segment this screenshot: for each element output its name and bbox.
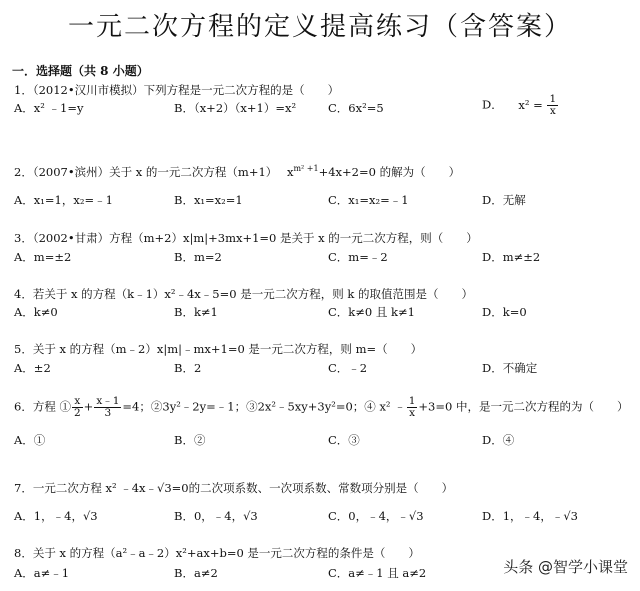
q6-option-c: C．③ (328, 433, 360, 447)
q8-option-a: A．a≠﹣1 (14, 566, 70, 580)
q3-option-d: D．m≠±2 (482, 250, 541, 264)
fraction-denominator: 3 (104, 407, 112, 419)
q5-option-c: C．﹣2 (328, 361, 368, 375)
q2-stem-exponent: m² +1 (293, 164, 319, 174)
q5-option-b: B．2 (174, 361, 202, 375)
q3-option-a: A．m=±2 (14, 250, 72, 264)
question-2-options (14, 192, 640, 210)
q4-option-d: D．k=0 (482, 305, 527, 319)
q2-option-d: D．无解 (482, 193, 526, 207)
question-1-options (14, 93, 640, 118)
section-heading: 一．选择题（共 8 小题） (12, 64, 149, 78)
fraction-denominator: x (549, 105, 556, 117)
q6-fraction-3 (407, 396, 418, 419)
q6-fraction-2 (94, 396, 121, 419)
q6-option-a: A．① (14, 433, 46, 447)
q4-option-b: B．k≠1 (174, 305, 218, 319)
question-1-stem: 1．（2012•汉川市模拟）下列方程是一元二次方程的是（ ） (14, 83, 340, 97)
question-4-options (14, 304, 640, 322)
fraction-numerator: 1 (408, 395, 416, 407)
question-4-stem: 4．若关于 x 的方程（k﹣1）x²﹣4x﹣5=0 是一元二次方程，则 k 的取值范围是（ ） (14, 287, 473, 301)
fraction-denominator: x (409, 407, 415, 419)
q6-option-d: D．④ (482, 433, 515, 447)
q4-option-c: C．k≠0 且 k≠1 (328, 305, 415, 319)
question-5-options (14, 360, 640, 378)
q1-option-d-label: D． (482, 97, 503, 112)
question-7-options (14, 508, 640, 526)
q1-option-d (482, 94, 559, 117)
q5-option-d: D．不确定 (482, 361, 538, 375)
q7-option-d: D．1，﹣4，﹣√3 (482, 509, 578, 523)
question-8-stem: 8．关于 x 的方程（a²﹣a﹣2）x²+ax+b=0 是一元二次方程的条件是（ ） (14, 546, 420, 560)
q1-option-c: C．6x²=5 (328, 101, 384, 115)
q8-option-c: C．a≠﹣1 且 a≠2 (328, 566, 427, 580)
q2-option-b: B．x₁=x₂=1 (174, 193, 243, 207)
question-3-stem: 3．（2002•甘肃）方程（m+2）x|m|+3mx+1=0 是关于 x 的一元二次方程，则（ ） (14, 231, 478, 245)
q2-stem-part-a: 2．（2007•滨州）关于 x 的一元二次方程（m+1） (14, 165, 278, 179)
fraction-numerator: 1 (549, 93, 557, 105)
q7-option-b: B．0，﹣4，√3 (174, 509, 258, 523)
q7-option-a: A．1，﹣4，√3 (14, 509, 98, 523)
q2-option-c: C．x₁=x₂=﹣1 (328, 193, 409, 207)
question-5-stem: 5．关于 x 的方程（m﹣2）x|m|﹣mx+1=0 是一元二次方程，则 m=（ ） (14, 342, 423, 356)
q6-prefix: 6．方程 ① (14, 399, 71, 414)
question-3-options (14, 249, 640, 267)
fraction-numerator: x﹣1 (96, 395, 120, 407)
q2-stem-x: x (286, 165, 294, 179)
question-2-stem (14, 164, 460, 180)
q4-option-a: A．k≠0 (14, 305, 58, 319)
q6-option-b: B．② (174, 433, 206, 447)
watermark: 头条 @智学小课堂 (503, 558, 628, 576)
question-7-stem: 7．一元二次方程 x² ﹣4x﹣√3=0的二次项系数、一次项系数、常数项分别是（ ） (14, 481, 454, 495)
q3-option-b: B．m=2 (174, 250, 222, 264)
page-title: 一元二次方程的定义提高练习（含答案） (67, 12, 572, 42)
question-6-options (14, 432, 640, 450)
q1-option-d-lhs: x² = (518, 97, 543, 112)
q3-option-c: C．m=﹣2 (328, 250, 388, 264)
q6-middle: =4；②3y²﹣2y=﹣1；③2x²﹣5xy+3y²=0；④ x² ﹣ (122, 399, 406, 414)
q2-stem-part-c: +4x+2=0 的解为（ ） (318, 165, 461, 179)
fraction-denominator: 2 (73, 407, 81, 419)
q6-fraction-1 (72, 396, 83, 419)
q1-option-b: B．（x+2）（x+1）=x² (174, 101, 297, 115)
q8-option-b: B．a≠2 (174, 566, 218, 580)
q7-option-c: C．0，﹣4，﹣√3 (328, 509, 424, 523)
q2-option-a: A．x₁=1，x₂=﹣1 (14, 193, 113, 207)
q1-option-a: A．x² ﹣1=y (14, 101, 84, 115)
q6-plus: + (83, 399, 94, 414)
fraction-numerator: x (72, 396, 83, 408)
question-6-stem (14, 396, 628, 419)
q1-option-d-fraction (547, 94, 558, 117)
q5-option-a: A．±2 (14, 361, 51, 375)
q6-suffix: +3=0 中，是一元二次方程的为（ ） (418, 399, 629, 414)
